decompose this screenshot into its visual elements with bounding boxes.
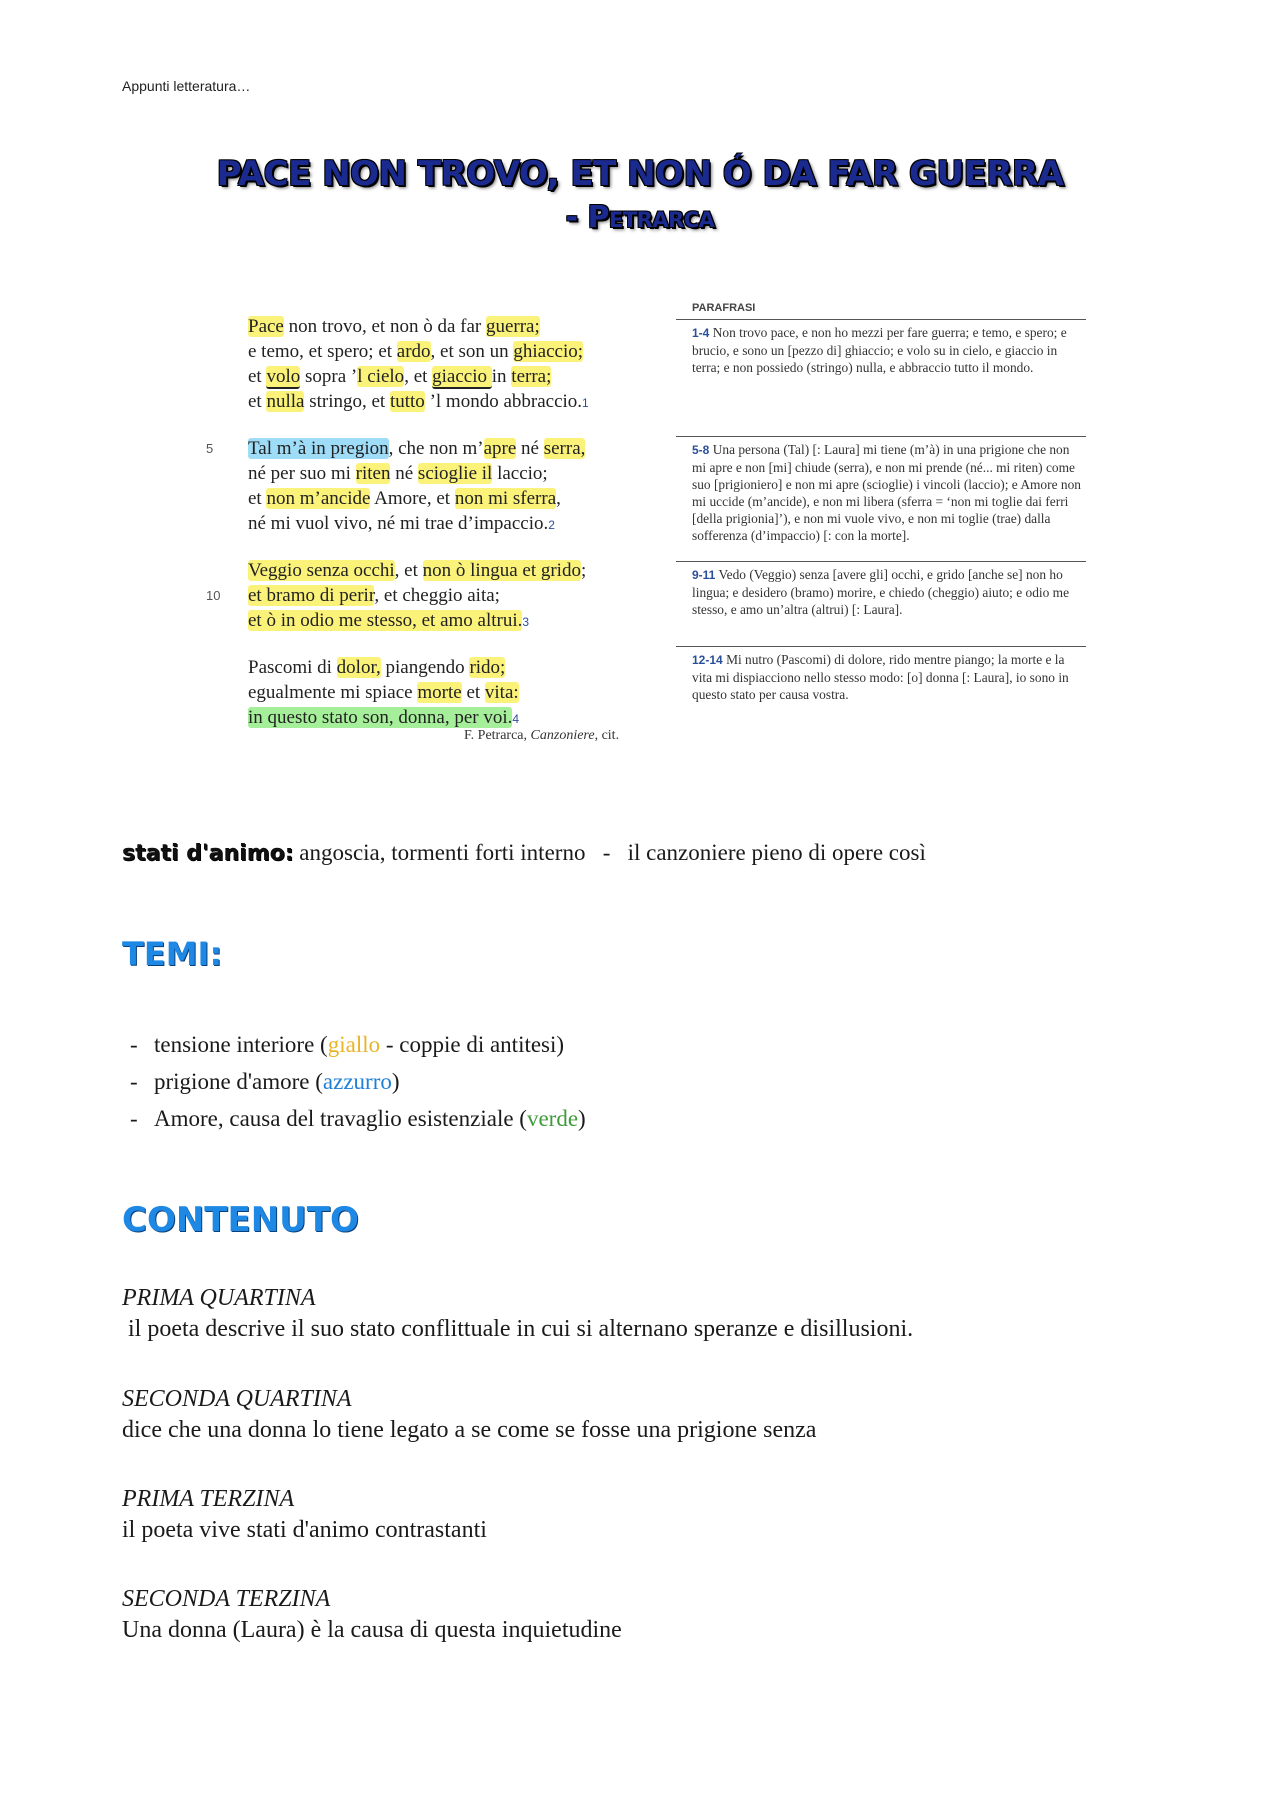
color-key-giallo: giallo	[327, 1032, 381, 1057]
list-item: - tensione interiore (giallo - coppie di antitesi)	[130, 1032, 565, 1057]
paraphrase-block-3: 9-11 Vedo (Veggio) senza [avere gli] occhi, e grido [anche se] non ho lingua; e desidero (bramo) morire, e chiedo (cheggio) aiuto; e odio me stesso, e amo un’altra (altrui) [: Laura].	[676, 561, 1086, 626]
poem-stanza-1: Pace non trovo, et non ò da far guerra; e temo, et spero; et ardo, et son un ghiaccio; et volo sopra ’l cielo, et giaccio in terra; et nulla stringo, et tutto ’l mondo abbraccio.1	[248, 316, 589, 412]
stati-animo-label: stati d'animo:	[122, 841, 294, 866]
poem-stanza-2: 5 Tal m’à in pregion, che non m’apre né serra, né per suo mi riten né scioglie il laccio; et non m’ancide Amore, et non mi sferra, né mi vuol vivo, né mi trae d’impaccio.2	[206, 438, 586, 534]
stati-animo-text: angoscia, tormenti forti interno - il canzoniere pieno di opere così	[293, 840, 926, 865]
poem-source: F. Petrarca, Canzoniere, cit.	[464, 728, 620, 743]
poem-text	[200, 314, 660, 752]
color-key-azzurro: azzurro	[322, 1069, 392, 1094]
temi-heading: TEMI:	[122, 935, 223, 973]
list-item: - Amore, causa del travaglio esistenziale (verde)	[130, 1106, 586, 1131]
paraphrase-block-2: 5-8 Una persona (Tal) [: Laura] mi tiene (m’à) in una prigione che non mi apre e non [mi] chiude (serra), e non mi prende (né... mi riten) come suo [prigioniero] e non mi apre (scioglie) i vincoli (laccio); e Amore non mi uccide (m’ancide), e non mi libera (sferra = ‘non mi toglie dai ferri [della prigionia]’), e non mi vuole vivo, e non mi toglie (trae) dalla sofferenza (d’impaccio) [: con la morte].	[676, 436, 1086, 553]
verse-number-5: 5	[206, 441, 214, 456]
stati-animo-line	[122, 840, 1162, 866]
verse-number-10: 10	[206, 588, 221, 603]
verse-note-3: 3	[522, 615, 530, 629]
verse-note-4: 4	[512, 712, 520, 726]
header-note: Appunti letteratura…	[122, 78, 251, 94]
content-section-3: PRIMA TERZINA il poeta vive stati d'animo contrastanti	[122, 1486, 487, 1543]
verse-note-1: 1	[582, 396, 589, 410]
temi-list	[130, 1026, 586, 1137]
content-section-1: PRIMA QUARTINA il poeta descrive il suo stato conflittuale in cui si alternano speranze e disillusioni.	[122, 1285, 914, 1342]
content-section-4: SECONDA TERZINA Una donna (Laura) è la causa di questa inquietudine	[122, 1586, 622, 1643]
paraphrase-block-4: 12-14 Mi nutro (Pascomi) di dolore, rido mentre piango; la morte e la vita mi dispiacciono nello stesso modo: [o] donna [: Laura], io sono in questo stato per causa vostra.	[676, 646, 1086, 703]
list-item: - prigione d'amore (azzurro)	[130, 1069, 400, 1094]
poem-stanza-3: Veggio senza occhi, et non ò lingua et grido; 10 et bramo di perir, et cheggio aita; et ò in odio me stesso, et amo altrui.3	[206, 560, 587, 631]
title-line-1: PACE NON TROVO, ET NON Ó DA FAR GUERRA	[216, 154, 1064, 194]
verse-note-2: 2	[548, 518, 555, 532]
paraphrase-block-1: 1-4 Non trovo pace, e non ho mezzi per fare guerra; e temo, e spero; e brucio, e sono un [pezzo di] ghiaccio; e volo su in cielo, e giaccio in terra; e non possiedo (stringo) nulla, e abbraccio tutto il mondo.	[676, 319, 1086, 416]
content-section-2: SECONDA QUARTINA dice che una donna lo tiene legato a se come se fosse una prigione senza	[122, 1386, 817, 1443]
poem-stanza-4: Pascomi di dolor, piangendo rido; egualmente mi spiace morte et vita: in questo stato son, donna, per voi.4	[248, 657, 520, 728]
paraphrase-column	[676, 300, 1086, 703]
document-title	[0, 152, 1280, 240]
title-line-2: - Petrarca	[565, 200, 715, 235]
color-key-verde: verde	[526, 1106, 579, 1131]
paraphrase-heading: PARAFRASI	[692, 302, 756, 314]
contenuto-heading: CONTENUTO	[122, 1200, 359, 1240]
